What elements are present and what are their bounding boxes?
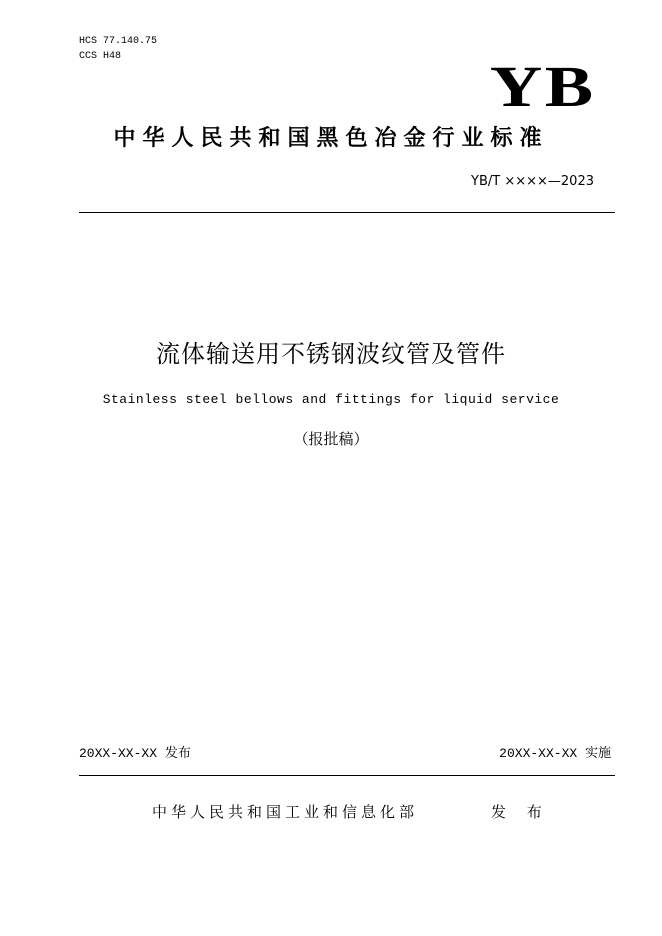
bottom-divider [79, 775, 615, 776]
ics-code: HCS 77.140.75 [79, 36, 158, 47]
standard-number: YB/T ××××—2023 [471, 174, 594, 189]
publisher-name: 中华人民共和国工业和信息化部 [152, 803, 419, 821]
top-divider [79, 212, 615, 213]
document-title-cn: 流体输送用不锈钢波纹管及管件 [156, 340, 506, 368]
ccs-code: CCS H48 [79, 51, 122, 62]
draft-stage-label: （报批稿） [293, 430, 369, 448]
yb-logo: YB [490, 54, 596, 119]
publish-label: 发 布 [491, 803, 550, 821]
document-title-en: Stainless steel bellows and fittings for liquid service [102, 392, 560, 407]
standard-category-title: 中华人民共和国黑色冶金行业标准 [113, 126, 549, 151]
issue-date: 20XX-XX-XX 发布 [79, 746, 191, 761]
implementation-date: 20XX-XX-XX 实施 [499, 746, 611, 761]
